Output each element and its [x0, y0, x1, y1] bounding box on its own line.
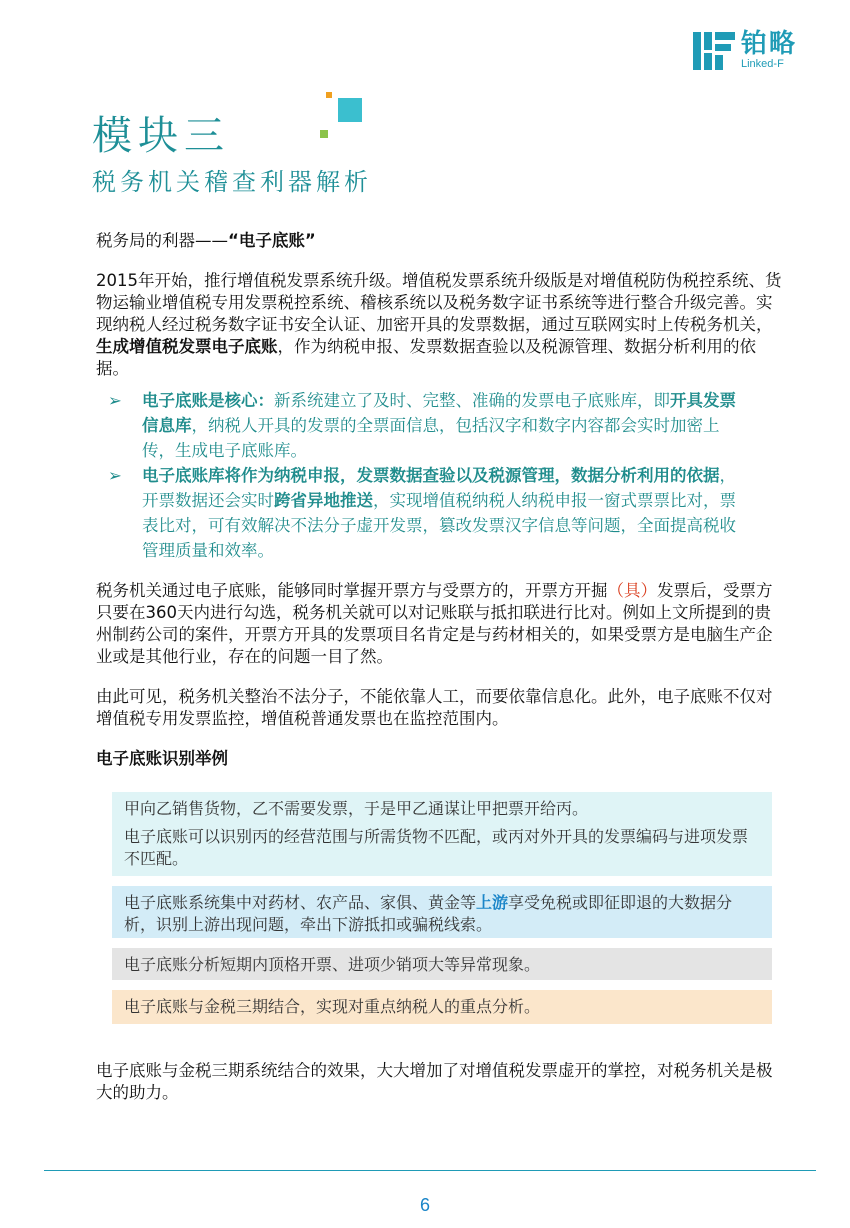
example-box-upstream [112, 886, 772, 938]
intro-heading-prefix: 税务局的利器—— [96, 231, 228, 250]
paragraph-upgrade [96, 270, 786, 380]
bullet-text-tail: ，实现增值税纳税人纳税申报一窗式票票比对，票表比对，可有效解决不法分子虚开发票，篡改发票汉字信息等问题，全面提高税收管理质量和效率。 [142, 491, 736, 560]
arrow-bullet-icon: ➢ [108, 391, 122, 410]
example-box-text-tail: 享受免税或即征即退的大数据分析，识别上游出现问题，牵出下游抵扣或骗税线索。 [124, 893, 733, 934]
paragraph-mechanism-red: （具） [607, 581, 657, 600]
example-box-line: 甲向乙销售货物，乙不需要发票，于是甲乙通谋让甲把票开给丙。 [124, 799, 589, 818]
example-box-text: 电子底账系统集中对药材、农产品、家俱、黄金等 [124, 893, 477, 912]
paragraph-mechanism-tail: 发票后，受票方只要在360天内进行勾选，税务机关就可以对记账联与抵扣联进行比对。例如上文所提到的贵州制药公司的案件，开票方开具的发票项目名肯定是与药材相关的，如果受票方是电脑生产企业或是其他行业，存在的问题一目了然。 [96, 581, 773, 666]
paragraph-upgrade-tail: ，作为纳税申报、发票数据查验以及税源管理、数据分析利用的依据。 [96, 337, 756, 378]
bullet-text: ，开票数据还会实时 [142, 466, 736, 510]
paragraph-mechanism [96, 580, 786, 668]
paragraph-mechanism-text: 税务机关通过电子底账，能够同时掌握开票方与受票方的，开票方开掘 [96, 581, 608, 600]
bullet-bold-mid: 开具发票信息库 [142, 391, 736, 435]
bullet-item [108, 463, 748, 563]
decorative-squares-icon [316, 90, 372, 146]
module-subtitle: 税务机关稽查利器解析 [92, 168, 372, 196]
module-title: 模块三 [92, 113, 230, 159]
bullet-bold-mid: 跨省异地推送 [274, 491, 373, 510]
logo-name: 铂略 [741, 29, 798, 59]
intro-heading [96, 230, 786, 252]
paragraph-upgrade-bold: 生成增值税发票电子底账 [96, 337, 278, 356]
logo-subtitle: Linked-F [741, 58, 784, 70]
example-heading: 电子底账识别举例 [96, 749, 228, 768]
example-box-blue-text: 上游 [476, 893, 509, 912]
example-box-golden-tax: 电子底账与金税三期结合，实现对重点纳税人的重点分析。 [112, 990, 772, 1024]
bullet-bold-lead: 电子底账是核心： [142, 391, 274, 410]
paragraph-upgrade-text: 2015年开始，推行增值税发票系统升级。增值税发票系统升级版是对增值税防伪税控系统、货物运输业增值税专用发票税控系统、稽核系统以及税务数字证书系统等进行整合升级完善。实现纳税人经过税务数字证书安全认证、加密开具的发票数据，通过互联网实时上传税务机关， [96, 271, 782, 334]
example-box-line: 电子底账可以识别丙的经营范围与所需货物不匹配，或丙对外开具的发票编码与进项发票不匹配。 [124, 827, 749, 868]
footer-divider [44, 1170, 816, 1171]
bullet-text: 新系统建立了及时、完整、准确的发票电子底账库，即 [274, 391, 670, 410]
bullet-bold-lead: 电子底账库将作为纳税申报，发票数据查验以及税源管理，数据分析利用的依据 [142, 466, 720, 485]
logo-mark-icon [693, 30, 735, 72]
paragraph-conclusion-info: 由此可见，税务机关整治不法分子，不能依靠人工，而要依靠信息化。此外，电子底账不仅对增值税专用发票监控，增值税普通发票也在监控范围内。 [96, 687, 773, 728]
bullet-item [108, 388, 748, 463]
example-box-collusion [112, 792, 772, 876]
arrow-bullet-icon: ➢ [108, 466, 122, 485]
example-box-abnormal: 电子底账分析短期内顶格开票、进项少销项大等异常现象。 [112, 948, 772, 980]
page-number: 6 [419, 1195, 430, 1215]
paragraph-final: 电子底账与金税三期系统结合的效果，大大增加了对增值税发票虚开的掌控，对税务机关是极大的助力。 [96, 1061, 773, 1102]
bullet-text-tail: ，纳税人开具的发票的全票面信息，包括汉字和数字内容都会实时加密上传，生成电子底账库。 [142, 416, 720, 460]
intro-heading-emphasis: “电子底账” [228, 231, 316, 250]
